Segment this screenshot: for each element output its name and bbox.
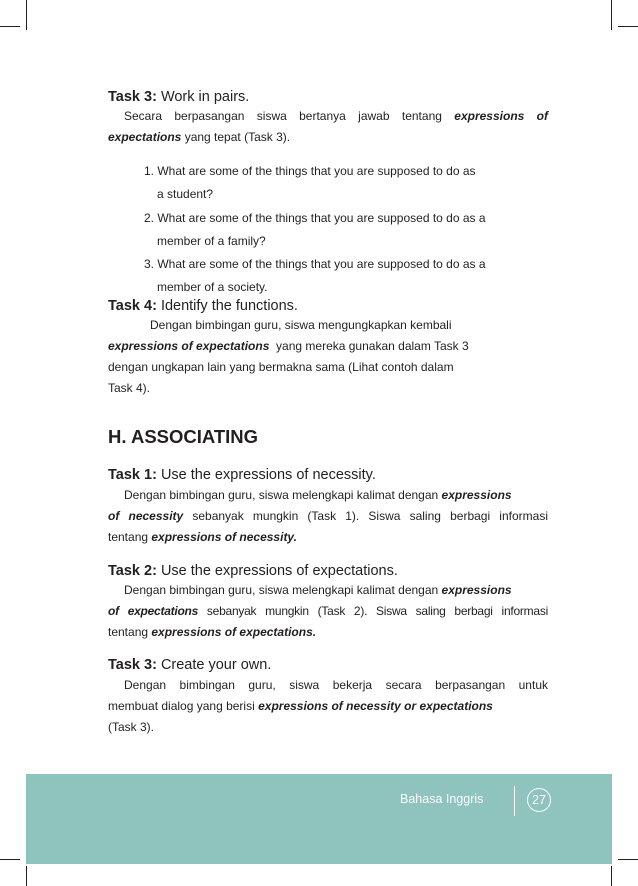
task2-title: Use the expressions of expectations.: [160, 563, 398, 579]
task2-desc-line3: tentang expressions of expectations.: [108, 625, 317, 639]
task3-pairs-desc-line2: expectations yang tepat (Task 3).: [108, 130, 291, 144]
task3-create-number: Task 3:: [108, 657, 157, 673]
task1-description: [108, 485, 548, 548]
task3-create-desc-line2: membuat dialog yang berisi expressions of necessity or expectations: [108, 699, 493, 713]
footer-divider: [514, 786, 515, 816]
footer-subject: Bahasa Inggris: [400, 792, 484, 806]
task3-pairs-title: Work in pairs.: [160, 89, 250, 105]
question-list: [144, 160, 544, 300]
crop-mark-bottom-right-v: [611, 866, 612, 886]
task2-description: [108, 580, 548, 643]
task3-create-desc-line3: (Task 3).: [108, 720, 155, 734]
task2-desc-line1: Dengan bimbingan guru, siswa melengkapi kalimat dengan expressions: [124, 583, 512, 597]
task1-desc-line3: tentang expressions of necessity.: [108, 530, 297, 544]
crop-mark-bottom-right-h: [618, 859, 638, 860]
crop-mark-top-right-v: [611, 0, 612, 30]
section-title: H. ASSOCIATING: [108, 426, 259, 447]
crop-mark-bottom-left-v: [26, 866, 27, 886]
list-item-continuation: member of a society.: [157, 280, 268, 295]
task4-desc-line1: Dengan bimbingan guru, siswa mengungkapkan kembali: [150, 318, 452, 332]
footer-band: [26, 774, 612, 864]
crop-mark-top-left-h: [0, 26, 20, 27]
list-item-continuation: a student?: [157, 187, 214, 202]
task4-desc-line2: expressions of expectations yang mereka gunakan dalam Task 3: [108, 339, 469, 353]
task3-pairs-number: Task 3:: [108, 89, 157, 105]
task4-title: Identify the functions.: [160, 298, 298, 314]
task1-desc-line2: of necessity sebanyak mungkin (Task 1). Siswa saling berbagi informasi: [108, 509, 548, 523]
crop-mark-bottom-left-h: [0, 859, 20, 860]
task4-number: Task 4:: [108, 298, 157, 314]
list-item-continuation: member of a family?: [157, 233, 266, 248]
task1-title: Use the expressions of necessity.: [160, 467, 376, 483]
task2-number: Task 2:: [108, 563, 157, 579]
task3-pairs-heading: [108, 89, 249, 105]
page-number: 27: [527, 788, 551, 812]
task2-heading: [108, 563, 398, 579]
task3-pairs-description: [108, 106, 548, 148]
list-item: 1. What are some of the things that you are supposed to do as: [144, 164, 476, 178]
crop-mark-top-right-h: [618, 26, 638, 27]
crop-mark-top-left-v: [26, 0, 27, 30]
task3-create-desc-line1: Dengan bimbingan guru, siswa bekerja secara berpasangan untuk: [124, 678, 548, 692]
task3-pairs-desc-line1: Secara berpasangan siswa bertanya jawab tentang expressions of: [124, 109, 548, 123]
task3-create-description: [108, 675, 548, 738]
task4-heading: [108, 298, 298, 314]
task4-desc-line4: Task 4).: [108, 381, 151, 395]
task4-desc-line3: dengan ungkapan lain yang bermakna sama (Lihat contoh dalam: [108, 360, 454, 374]
task3-create-heading: [108, 657, 271, 673]
task4-description: [108, 315, 548, 399]
list-item: 3. What are some of the things that you are supposed to do as a: [144, 257, 486, 272]
task1-heading: [108, 467, 376, 483]
task3-create-title: Create your own.: [160, 657, 272, 673]
task1-number: Task 1:: [108, 467, 157, 483]
task2-desc-line2: of expectations sebanyak mungkin (Task 2). Siswa saling berbagi informasi: [108, 604, 548, 618]
list-item: 2. What are some of the things that you are supposed to do as a: [144, 210, 486, 225]
task1-desc-line1: Dengan bimbingan guru, siswa melengkapi kalimat dengan expressions: [124, 488, 512, 502]
